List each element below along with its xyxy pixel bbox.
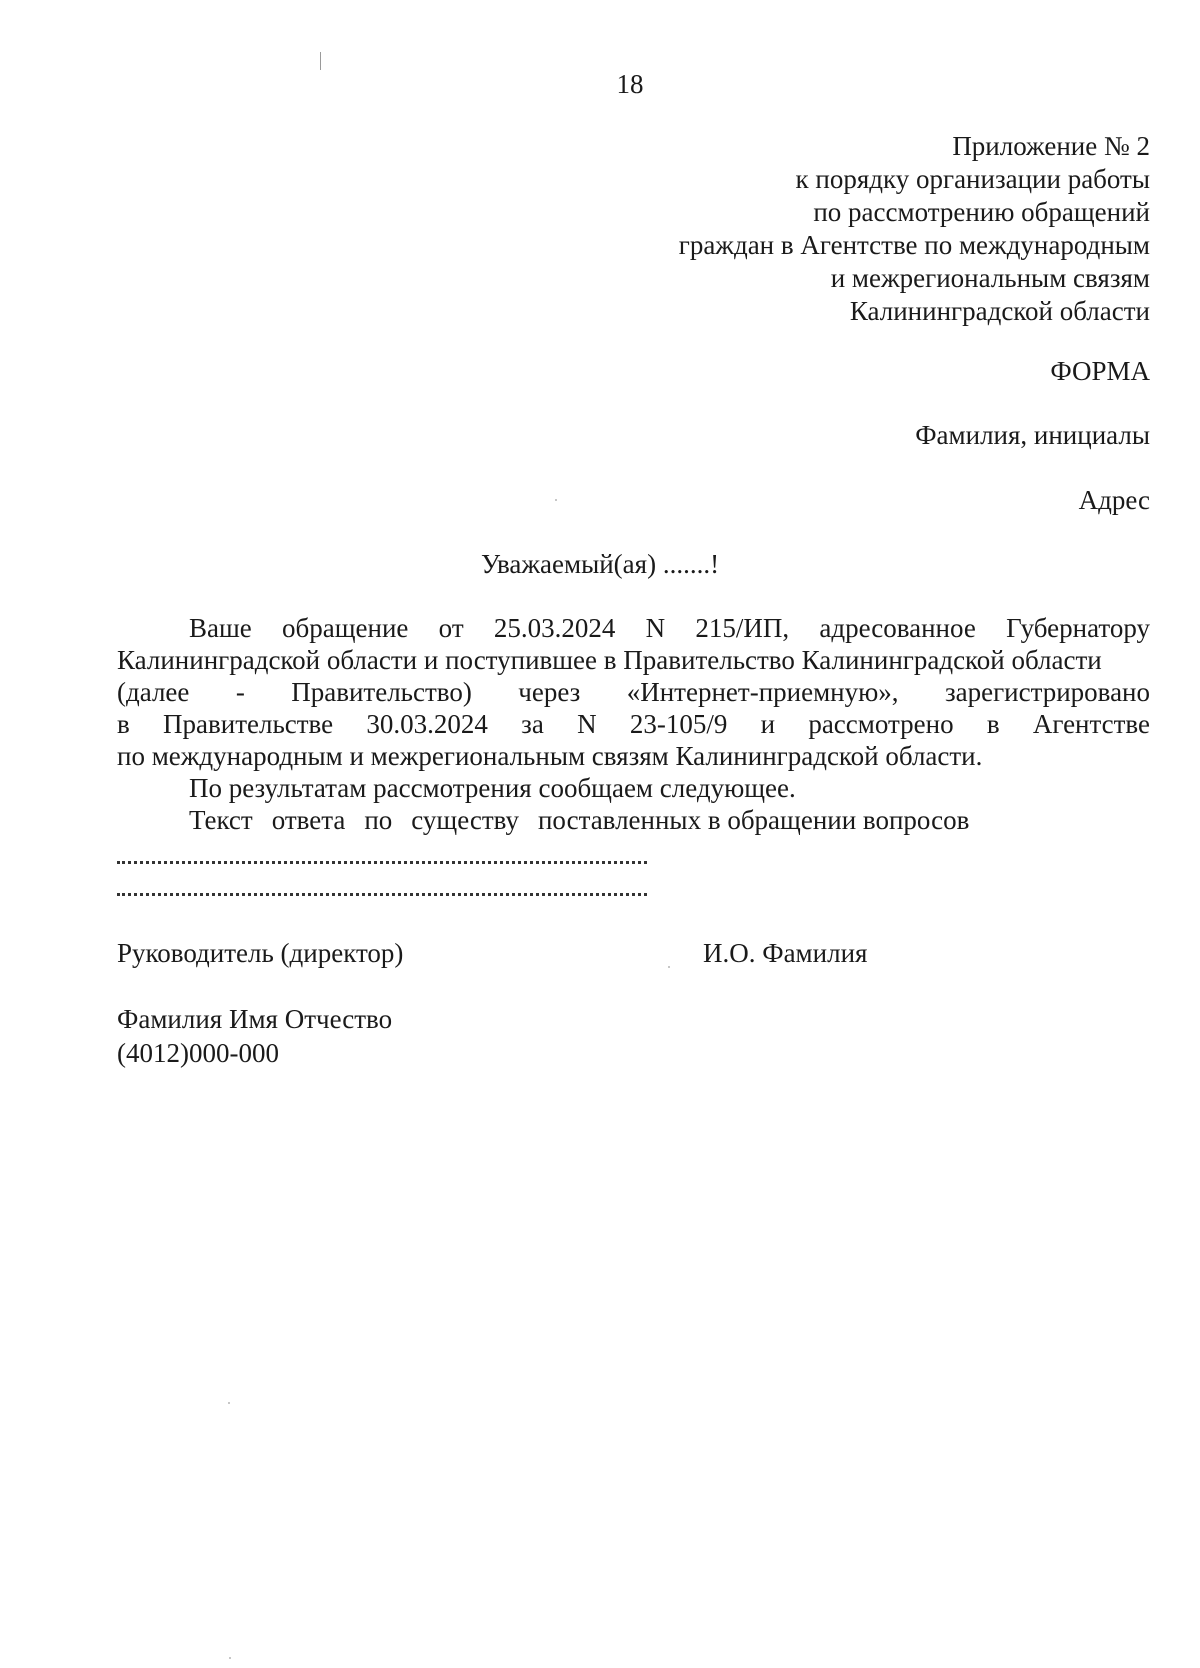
body-word: N — [645, 613, 666, 643]
body-word: Текст — [189, 805, 253, 835]
signature-title: Руководитель (директор) — [117, 938, 404, 968]
scan-speck — [229, 1657, 231, 1659]
body-word: Ваше — [189, 613, 252, 643]
recipient-name: Фамилия, инициалы — [915, 420, 1150, 450]
body-word: рассмотрено — [808, 709, 954, 739]
body-word: зарегистрировано — [944, 677, 1150, 707]
body-word: Правительстве — [163, 709, 334, 739]
body-word: 23-105/9 — [629, 709, 728, 739]
executor-name: Фамилия Имя Отчество — [117, 1004, 393, 1034]
body-word: через — [518, 677, 581, 707]
signature-name: И.О. Фамилия — [703, 938, 868, 968]
body-word: обращение — [282, 613, 409, 643]
appendix-line: к порядку организации работы — [795, 164, 1150, 194]
appendix-line: и межрегиональным связям — [830, 263, 1150, 293]
body-word: в — [117, 709, 130, 739]
letter-body — [117, 612, 1150, 836]
answer-placeholder-line — [117, 893, 647, 896]
body-word: 30.03.2024 — [366, 709, 488, 739]
body-word: и — [760, 709, 776, 739]
page-number: 18 — [616, 69, 644, 99]
body-word: поставленных в обращении вопросов — [537, 805, 970, 835]
appendix-header — [679, 130, 1150, 328]
salutation: Уважаемый(ая) .......! — [480, 549, 720, 579]
body-word: (далее — [117, 677, 190, 707]
body-line-5: по международным и межрегиональным связям Калининградской области. — [117, 741, 983, 771]
appendix-line: граждан в Агентстве по международным — [678, 230, 1150, 260]
executor-phone: (4012)000-000 — [117, 1038, 279, 1068]
body-line-2: Калининградской области и поступившее в Правительство Калининградской области — [117, 645, 1102, 675]
appendix-line: по рассмотрению обращений — [813, 197, 1150, 227]
scan-speck — [668, 966, 670, 968]
executor-block — [117, 1002, 392, 1070]
body-word: «Интернет-приемную», — [626, 677, 899, 707]
scan-speck — [228, 1402, 230, 1404]
answer-placeholder-line — [117, 861, 647, 864]
body-line-3 — [117, 676, 1150, 708]
body-word: 215/ИП, — [695, 613, 790, 643]
recipient-address: Адрес — [1078, 485, 1150, 515]
body-paragraph-3 — [117, 804, 1150, 836]
body-word: Губернатору — [1006, 613, 1150, 643]
body-word: существу — [411, 805, 519, 835]
body-word: 25.03.2024 — [493, 613, 616, 643]
body-word: в — [986, 709, 1000, 739]
body-word: от — [438, 613, 464, 643]
scan-speck — [555, 499, 557, 501]
body-word: ответа — [271, 805, 346, 835]
body-word: N — [577, 709, 597, 739]
body-word: Правительство) — [291, 677, 472, 707]
body-word: адресованное — [819, 613, 976, 643]
body-line-4 — [117, 708, 1150, 740]
form-label: ФОРМА — [1050, 356, 1150, 386]
body-paragraph-2: По результатам рассмотрения сообщаем следующее. — [189, 773, 796, 803]
body-word: Агентстве — [1032, 709, 1150, 739]
appendix-line: Приложение № 2 — [952, 131, 1150, 161]
appendix-line: Калининградской области — [849, 296, 1150, 326]
body-word: за — [521, 709, 544, 739]
body-word: - — [235, 677, 245, 707]
body-word: по — [364, 805, 393, 835]
body-line-1 — [117, 612, 1150, 644]
